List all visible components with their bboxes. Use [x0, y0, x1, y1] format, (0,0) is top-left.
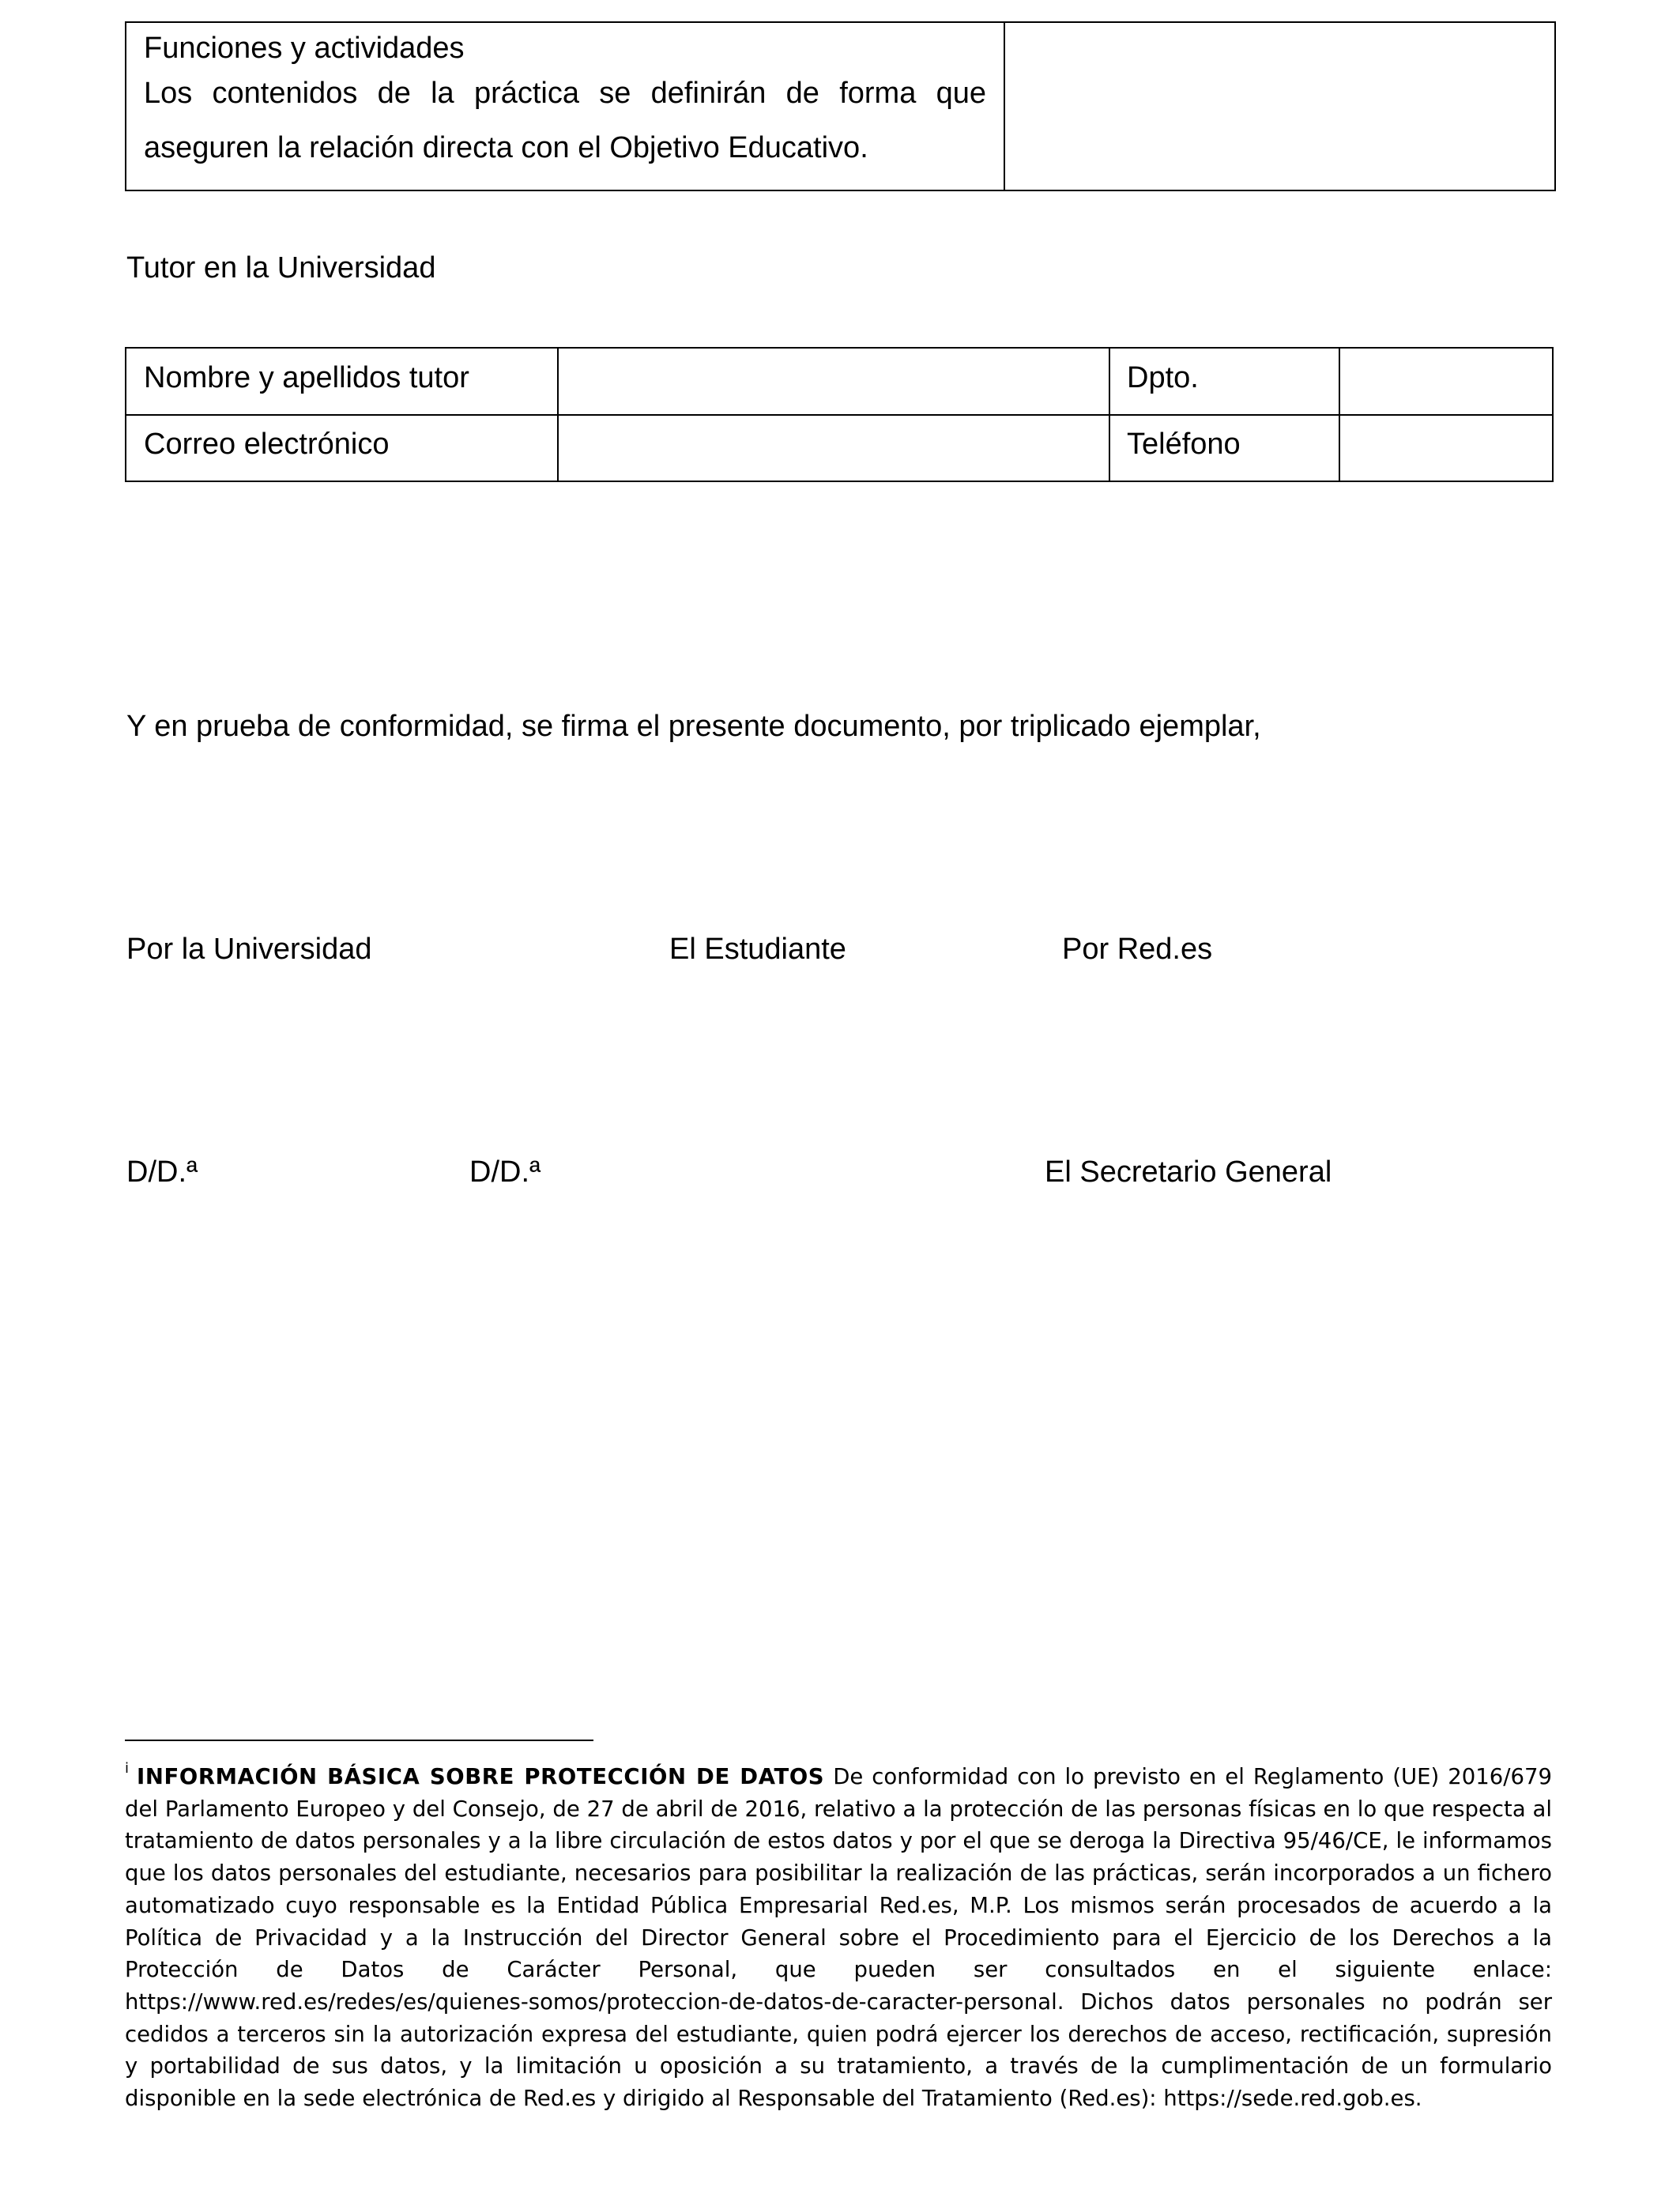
- email-label: Correo electrónico: [144, 428, 390, 461]
- telefono-label: Teléfono: [1127, 428, 1241, 461]
- footnote-marker: i: [125, 1760, 130, 1777]
- footnote-separator: [125, 1740, 593, 1741]
- funciones-table: [125, 21, 1556, 191]
- conformity-text: Y en prueba de conformidad, se firma el presente documento, por triplicado ejemplar,: [126, 710, 1261, 743]
- funciones-line-2: aseguren la relación directa con el Objetivo Educativo.: [144, 131, 868, 164]
- footnote-heading: INFORMACIÓN BÁSICA SOBRE PROTECCIÓN DE DATOS: [137, 1764, 825, 1789]
- signature-universidad: Por la Universidad: [126, 933, 372, 966]
- funciones-heading: Funciones y actividades: [144, 32, 465, 65]
- dpto-label: Dpto.: [1127, 361, 1199, 394]
- tutor-name-label: Nombre y apellidos tutor: [144, 361, 469, 394]
- table-divider: [1004, 23, 1005, 190]
- tutor-section-title: Tutor en la Universidad: [126, 251, 436, 285]
- funciones-line-1: Los contenidos de la práctica se definirán de forma que: [144, 77, 986, 110]
- signature-redes: Por Red.es: [1062, 933, 1213, 966]
- funciones-cell: [144, 26, 986, 176]
- footnote-body: De conformidad con lo previsto en el Reglamento (UE) 2016/679 del Parlamento Europeo y del Consejo, de 27 de abril de 2016, relativo a la protección de las personas físicas en lo que respecta al tratamiento de datos personales y a la libre circulación de estos datos y por el que se deroga la Directiva 95/46/CE, le informamos que los datos personales del estudiante, necesarios para posibilitar la realización de las prácticas, serán incorporados a un fichero automatizado cuyo responsable es la Entidad Pública Empresarial Red.es, M.P. Los mismos serán procesados de acuerdo a la Política de Privacidad y a la Instrucción del Director General sobre el Procedimiento para el Ejercicio de los Derechos a la Protección de Datos de Carácter Personal, que pueden ser consultados en el siguiente enlace: https://www.red.es/redes/es/quienes-somos/proteccion-de-datos-de-caracter-personal. Dichos datos personales no podrán ser cedidos a terceros sin la autorización expresa del estudiante, quien podrá ejercer los derechos de acceso, rectificación, supresión y portabilidad de sus datos, y la limitación u oposición a su tratamiento, a través de la cumplimentación de un formulario disponible en la sede electrónica de Red.es y dirigido al Responsable del Tratamiento (Red.es): https://sede.red.gob.es.: [125, 1764, 1552, 2112]
- signature-estudiante: El Estudiante: [669, 933, 846, 966]
- signature-dd-2: D/D.ª: [469, 1155, 541, 1189]
- signature-dd-1: D/D.ª: [126, 1155, 198, 1189]
- footnote: [125, 1761, 1552, 2115]
- column-divider: [1339, 349, 1340, 481]
- column-divider: [557, 349, 559, 481]
- signature-secretario: El Secretario General: [1045, 1155, 1332, 1189]
- tutor-table: [125, 347, 1554, 482]
- column-divider: [1109, 349, 1110, 481]
